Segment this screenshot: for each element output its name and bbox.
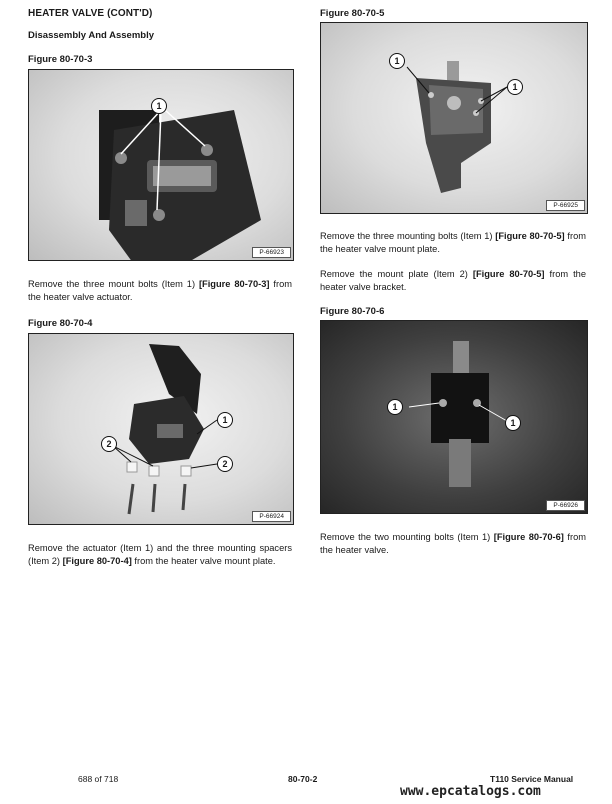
callout-item-2: 2 — [101, 436, 117, 452]
figure-title-80-70-6: Figure 80-70-6 — [320, 306, 385, 317]
page-code: 80-70-2 — [288, 774, 318, 784]
section-title: HEATER VALVE (CONT'D) — [28, 8, 153, 19]
photo-number: P-66923 — [252, 247, 291, 258]
figure-reference: [Figure 80-70-5] — [472, 269, 545, 279]
callout-item-1: 1 — [389, 53, 405, 69]
figure-photo-80-70-4 — [28, 333, 294, 525]
actuator-and-spacers-illustration — [29, 334, 293, 524]
instruction-paragraph: Remove the two mounting bolts (Item 1) [Figure 80-70-6] from the heater valve. — [320, 532, 586, 555]
instruction-paragraph: Remove the actuator (Item 1) and the three mounting spacers (Item 2) [Figure 80-70-4] from the heater valve mount plate. — [28, 543, 292, 566]
callout-item-1: 1 — [217, 412, 233, 428]
figure-title-80-70-3: Figure 80-70-3 — [28, 54, 93, 65]
watermark-url: www.epcatalogs.com — [400, 784, 541, 799]
callout-item-2: 2 — [217, 456, 233, 472]
manual-title: T110 Service Manual — [490, 774, 574, 784]
figure-photo-80-70-5 — [320, 22, 588, 214]
callout-item-1: 1 — [387, 399, 403, 415]
mount-plate-illustration — [321, 23, 587, 213]
figure-photo-80-70-6 — [320, 320, 588, 514]
figure-reference: [Figure 80-70-6] — [493, 532, 564, 542]
photo-number: P-66925 — [546, 200, 585, 211]
instruction-paragraph: Remove the three mounting bolts (Item 1) [Figure 80-70-5] from the heater valve mount plate. — [320, 231, 586, 254]
callout-item-1: 1 — [505, 415, 521, 431]
photo-number: P-66926 — [546, 500, 585, 511]
figure-photo-80-70-3 — [28, 69, 294, 261]
figure-reference: [Figure 80-70-5] — [495, 231, 565, 241]
figure-title-80-70-5: Figure 80-70-5 — [320, 8, 385, 19]
instruction-paragraph: Remove the three mount bolts (Item 1) [Figure 80-70-3] from the heater valve actuator. — [28, 279, 292, 302]
heater-valve-illustration — [321, 321, 587, 513]
photo-number: P-66924 — [252, 511, 291, 522]
figure-reference: [Figure 80-70-3] — [198, 279, 270, 289]
callout-item-1: 1 — [507, 79, 523, 95]
instruction-paragraph: Remove the mount plate (Item 2) [Figure 80-70-5] from the heater valve bracket. — [320, 269, 587, 292]
page-count: 688 of 718 — [78, 774, 119, 784]
figure-reference: [Figure 80-70-4] — [62, 556, 132, 566]
callout-item-1: 1 — [151, 98, 167, 114]
subsection-title: Disassembly And Assembly — [28, 30, 155, 41]
figure-title-80-70-4: Figure 80-70-4 — [28, 318, 93, 329]
